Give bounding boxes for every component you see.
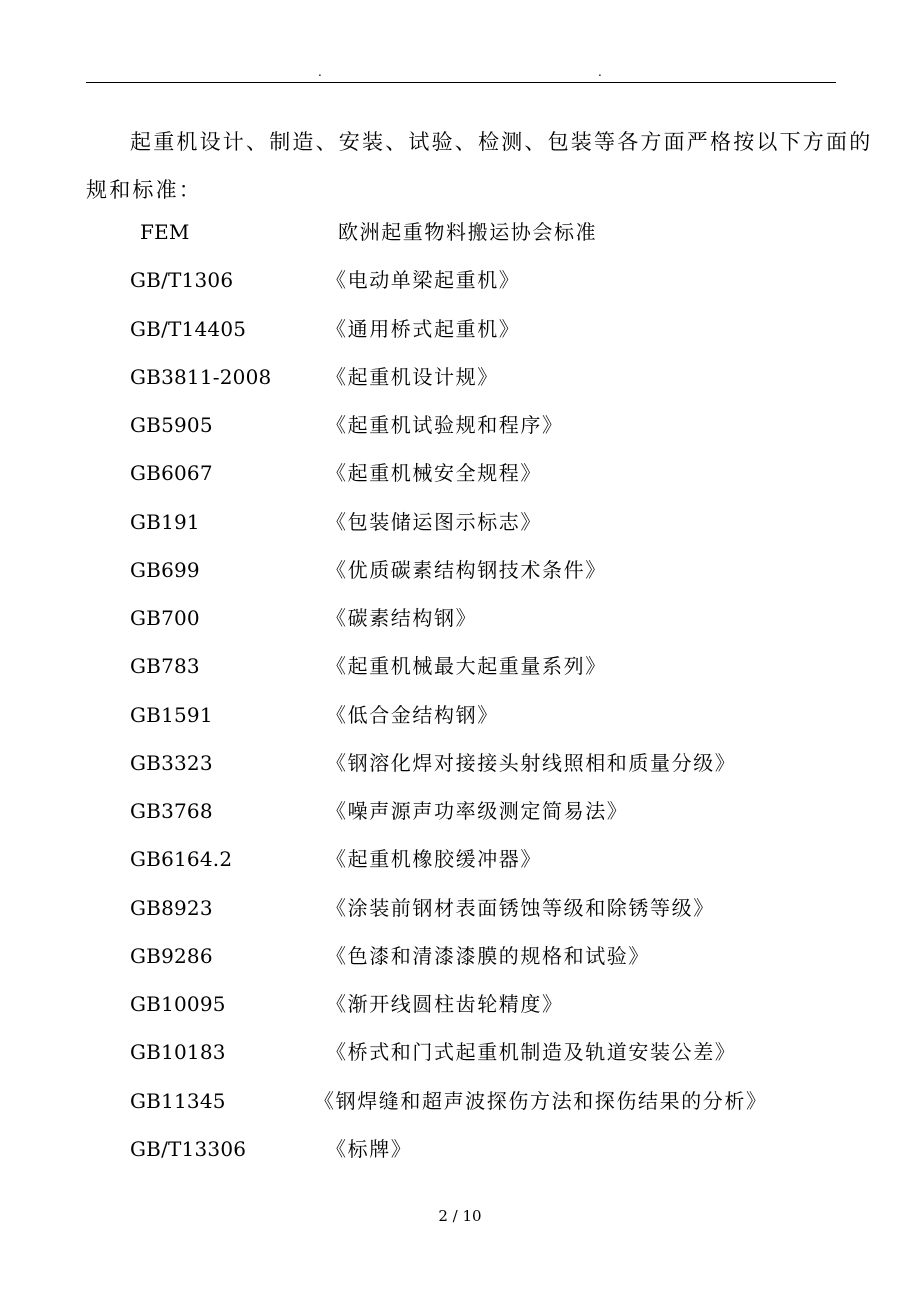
standard-row xyxy=(0,594,920,642)
standard-title: 《起重机试验规和程序》 xyxy=(326,413,564,437)
standard-code: FEM xyxy=(140,220,190,244)
standards-list xyxy=(0,208,920,1173)
standard-row xyxy=(0,401,920,449)
standard-code: GB1591 xyxy=(130,702,213,727)
standard-code: GB/T13306 xyxy=(130,1136,247,1161)
standard-title: 《起重机械最大起重量系列》 xyxy=(326,654,607,679)
intro-line-2: 规和标准： xyxy=(86,178,202,202)
standard-code: GB3323 xyxy=(130,750,213,775)
standard-row xyxy=(0,884,920,932)
standard-code: GB11345 xyxy=(130,1088,226,1113)
standard-row xyxy=(0,835,920,883)
standard-row xyxy=(0,498,920,546)
standard-title: 《钢溶化焊对接接头射线照相和质量分级》 xyxy=(326,750,737,775)
standard-code: GB3811-2008 xyxy=(130,364,272,389)
standard-title: 《起重机设计规》 xyxy=(326,364,499,389)
intro-line-1: 起重机设计、制造、安装、试验、检测、包装等各方面严格按以下方面的 xyxy=(130,130,873,154)
standard-code: GB9286 xyxy=(130,943,213,968)
header-dot-right: . xyxy=(598,65,602,79)
page-number: 2 / 10 xyxy=(438,1207,482,1225)
standard-title: 《低合金结构钢》 xyxy=(326,702,499,727)
standard-title: 《碳素结构钢》 xyxy=(326,606,478,630)
standard-code: GB/T1306 xyxy=(130,268,234,293)
header-rule xyxy=(86,82,836,83)
standard-title: 《渐开线圆柱齿轮精度》 xyxy=(326,992,564,1016)
standard-title: 《钢焊缝和超声波探伤方法和探伤结果的分析》 xyxy=(314,1088,768,1113)
standard-code: GB10183 xyxy=(130,1040,226,1065)
standard-row xyxy=(0,642,920,690)
standard-row xyxy=(0,305,920,353)
standard-title: 《包装储运图示标志》 xyxy=(326,509,542,534)
standard-row xyxy=(0,208,920,256)
standard-code: GB6164.2 xyxy=(130,847,233,872)
standard-title: 《噪声源声功率级测定简易法》 xyxy=(326,799,629,823)
standard-row xyxy=(0,546,920,594)
standard-code: GB8923 xyxy=(130,895,213,920)
standard-code: GB3768 xyxy=(130,799,213,823)
standard-row xyxy=(0,932,920,980)
intro-paragraph xyxy=(86,118,873,214)
standard-title: 《标牌》 xyxy=(326,1136,413,1161)
standard-code: GB/T14405 xyxy=(130,316,247,341)
standard-row xyxy=(0,1077,920,1125)
standard-code: GB699 xyxy=(130,557,200,582)
standard-code: GB10095 xyxy=(130,992,226,1016)
header-dot-left: . xyxy=(318,65,322,79)
standard-row xyxy=(0,449,920,497)
standard-title: 《优质碳素结构钢技术条件》 xyxy=(326,557,607,582)
standard-row xyxy=(0,1028,920,1076)
standard-row xyxy=(0,787,920,835)
standard-title: 《起重机橡胶缓冲器》 xyxy=(326,847,542,872)
standard-title: 《涂装前钢材表面锈蚀等级和除锈等级》 xyxy=(326,895,715,920)
standard-row xyxy=(0,353,920,401)
standard-code: GB783 xyxy=(130,654,200,679)
standard-code: GB5905 xyxy=(130,413,213,437)
standard-row xyxy=(0,1125,920,1173)
standard-row xyxy=(0,691,920,739)
standard-code: GB6067 xyxy=(130,461,213,486)
standard-code: GB191 xyxy=(130,509,200,534)
standard-title: 欧洲起重物料搬运协会标准 xyxy=(338,220,598,244)
standard-title: 《电动单梁起重机》 xyxy=(326,268,521,293)
standard-row xyxy=(0,256,920,304)
standard-row xyxy=(0,980,920,1028)
standard-title: 《色漆和清漆漆膜的规格和试验》 xyxy=(326,943,650,968)
standard-code: GB700 xyxy=(130,606,200,630)
standard-title: 《起重机械安全规程》 xyxy=(326,461,542,486)
standard-title: 《通用桥式起重机》 xyxy=(326,316,521,341)
standard-title: 《桥式和门式起重机制造及轨道安装公差》 xyxy=(326,1040,737,1065)
standard-row xyxy=(0,739,920,787)
